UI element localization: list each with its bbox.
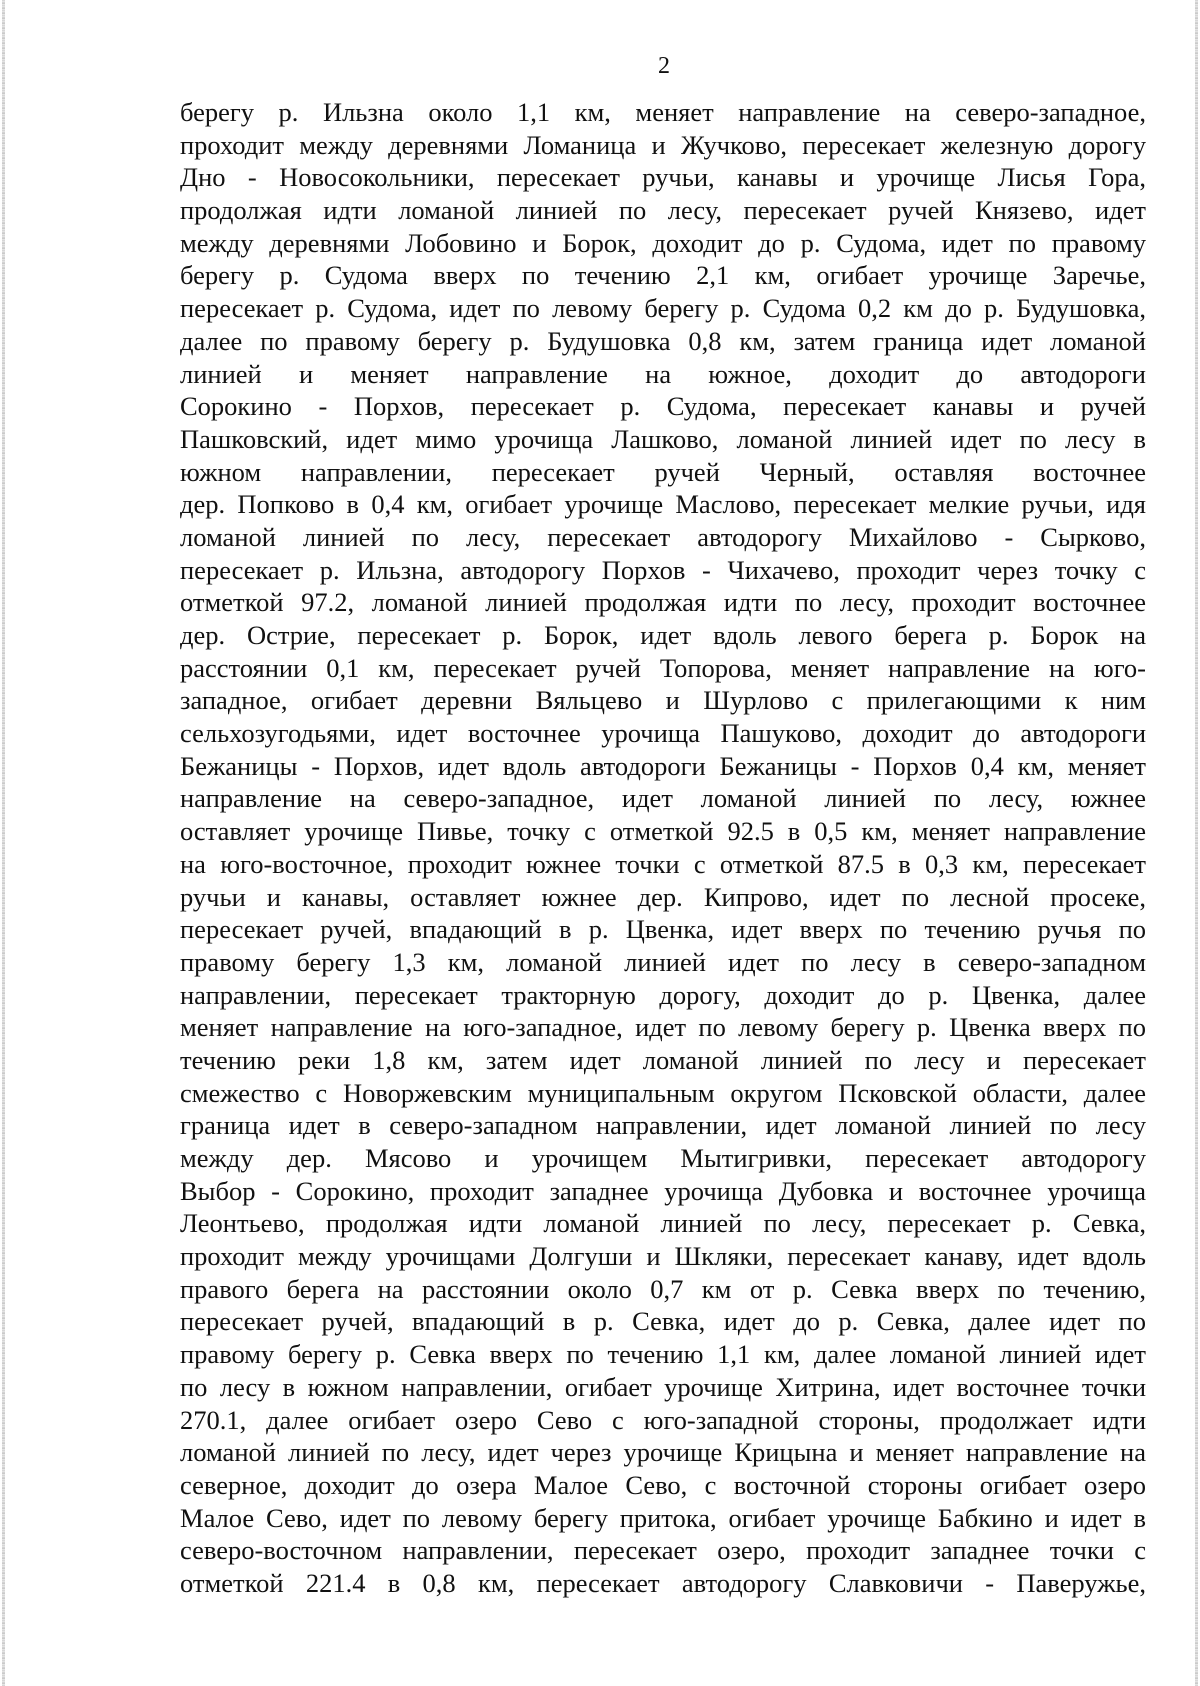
text-line: Пашковский, идет мимо урочища Лашково, ломаной линией идет по лесу в	[180, 423, 1146, 454]
text-line: Малое Сево, идет по левому берегу притока, огибает урочище Бабкино и идет в	[180, 1502, 1146, 1533]
text-line: ломаной линией по лесу, пересекает автодорогу Михайлово - Сырково,	[180, 521, 1146, 552]
text-line: направление на северо-западное, идет ломаной линией по лесу, южнее	[180, 783, 1146, 814]
text-line: оставляет урочище Пивье, точку с отметкой 92.5 в 0,5 км, меняет направление	[180, 816, 1146, 847]
scan-edge-right	[1195, 0, 1198, 1686]
text-line: ломаной линией по лесу, идет через урочище Крицына и меняет направление на	[180, 1437, 1146, 1468]
text-line: течению реки 1,8 км, затем идет ломаной линией по лесу и пересекает	[180, 1044, 1146, 1075]
text-line: пересекает ручей, впадающий в р. Цвенка, идет вверх по течению ручья по	[180, 914, 1146, 945]
text-line: берегу р. Ильзна около 1,1 км, меняет направление на северо-западное,	[180, 97, 1146, 127]
text-line: Леонтьево, продолжая идти ломаной линией по лесу, пересекает р. Севка,	[180, 1208, 1146, 1239]
text-line: Сорокино - Порхов, пересекает р. Судома, пересекает канавы и ручей	[180, 391, 1146, 422]
text-line: линией и меняет направление на южное, доходит до автодороги	[180, 358, 1146, 389]
text-line: меняет направление на юго-западное, идет по левому берегу р. Цвенка вверх по	[180, 1012, 1146, 1043]
text-line: западное, огибает деревни Вяльцево и Шурлово с прилегающими к ним	[180, 685, 1146, 716]
text-line: граница идет в северо-западном направлении, идет ломаной линией по лесу	[180, 1110, 1146, 1141]
text-line: продолжая идти ломаной линией по лесу, пересекает ручей Князево, идет	[180, 195, 1146, 226]
text-line: проходит между урочищами Долгуши и Шкляки, пересекает канаву, идет вдоль	[180, 1241, 1146, 1272]
text-line: Выбор - Сорокино, проходит западнее урочища Дубовка и восточнее урочища	[180, 1175, 1146, 1206]
page-number: 2	[658, 53, 670, 79]
body-text	[180, 96, 1146, 1600]
text-line: расстоянии 0,1 км, пересекает ручей Топорова, меняет направление на юго-	[180, 652, 1146, 683]
text-line: между дер. Мясово и урочищем Мытигривки, пересекает автодорогу	[180, 1143, 1146, 1173]
text-line: проходит между деревнями Ломаница и Жучково, пересекает железную дорогу	[180, 129, 1146, 160]
text-line: смежество с Новоржевским муниципальным округом Псковской области, далее	[180, 1077, 1146, 1108]
text-line: направлении, пересекает тракторную дорогу, доходит до р. Цвенка, далее	[180, 979, 1146, 1010]
text-line: 270.1, далее огибает озеро Сево с юго-западной стороны, продолжает идти	[180, 1404, 1146, 1435]
text-line: дер. Острие, пересекает р. Борок, идет вдоль левого берега р. Борок на	[180, 620, 1146, 650]
text-line: по лесу в южном направлении, огибает урочище Хитрина, идет восточнее точки	[180, 1371, 1146, 1402]
text-line: Бежаницы - Порхов, идет вдоль автодороги Бежаницы - Порхов 0,4 км, меняет	[180, 750, 1146, 781]
text-line: правому берегу р. Севка вверх по течению 1,1 км, далее ломаной линией идет	[180, 1339, 1146, 1370]
text-line: дер. Попково в 0,4 км, огибает урочище Маслово, пересекает мелкие ручьи, идя	[180, 489, 1146, 520]
text-line: северное, доходит до озера Малое Сево, с восточной стороны огибает озеро	[180, 1469, 1146, 1500]
text-line: сельхозугодьями, идет восточнее урочища Пашуково, доходит до автодороги	[180, 718, 1146, 749]
text-line: далее по правому берегу р. Будушовка 0,8 км, затем граница идет ломаной	[180, 325, 1146, 356]
text-line: правому берегу 1,3 км, ломаной линией идет по лесу в северо-западном	[180, 946, 1146, 977]
text-line: правого берега на расстоянии около 0,7 км от р. Севка вверх по течению,	[180, 1273, 1146, 1304]
text-line: ручьи и канавы, оставляет южнее дер. Кипрово, идет по лесной просеке,	[180, 881, 1146, 912]
text-line: пересекает р. Ильзна, автодорогу Порхов - Чихачево, проходит через точку с	[180, 554, 1146, 585]
text-line: отметкой 97.2, ломаной линией продолжая идти по лесу, проходит восточнее	[180, 587, 1146, 618]
text-line: отметкой 221.4 в 0,8 км, пересекает автодорогу Славковичи - Паверужье,	[180, 1567, 1146, 1598]
text-line: на юго-восточное, проходит южнее точки с отметкой 87.5 в 0,3 км, пересекает	[180, 848, 1146, 879]
text-line: Дно - Новосокольники, пересекает ручьи, канавы и урочище Лисья Гора,	[180, 162, 1146, 193]
text-line: северо-восточном направлении, пересекает озеро, проходит западнее точки с	[180, 1535, 1146, 1566]
text-line: берегу р. Судома вверх по течению 2,1 км, огибает урочище Заречье,	[180, 260, 1146, 291]
text-line: между деревнями Лобовино и Борок, доходит до р. Судома, идет по правому	[180, 227, 1146, 258]
text-line: пересекает ручей, впадающий в р. Севка, идет до р. Севка, далее идет по	[180, 1306, 1146, 1337]
text-line: пересекает р. Судома, идет по левому берегу р. Судома 0,2 км до р. Будушовка,	[180, 293, 1146, 324]
scan-edge-left	[2, 0, 5, 1686]
text-line: южном направлении, пересекает ручей Черный, оставляя восточнее	[180, 456, 1146, 487]
